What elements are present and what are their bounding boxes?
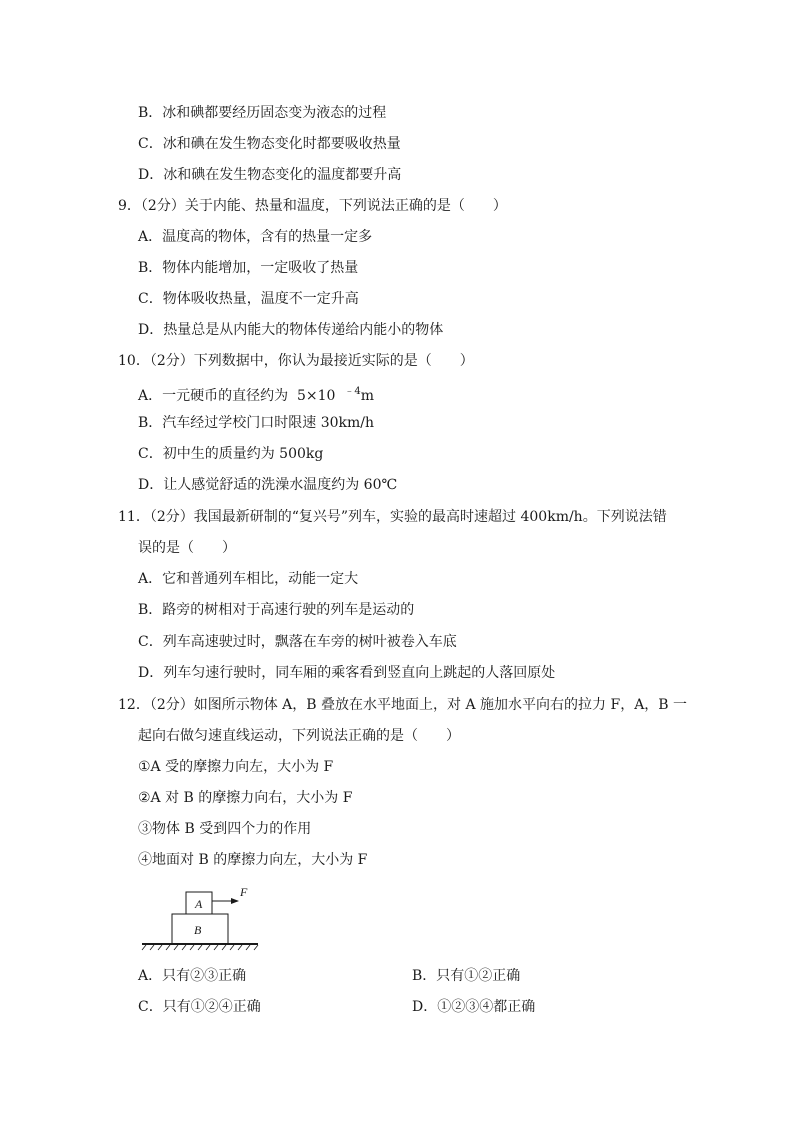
q11-option-d: D．列车匀速行驶时，同车厢的乘客看到竖直向上跳起的人落回原处 [138,665,556,681]
q12-statement-2: ②A 对 B 的摩擦力向右，大小为 F [138,790,353,806]
q9-option-d: D．热量总是从内能大的物体传递给内能小的物体 [138,322,444,338]
q12-stem-line1: 12．（2分）如图所示物体 A，B 叠放在水平地面上，对 A 施加水平向右的拉力 F，A，B 一 [118,697,688,713]
block-diagram-figure [140,884,264,954]
q10-option-c: C．初中生的质量约为 500kg [138,446,324,462]
ground-hatching [142,945,258,950]
q10-option-d: D．让人感觉舒适的洗澡水温度约为 60℃ [138,477,398,493]
label-f: F [240,885,248,899]
q9-option-b: B．物体内能增加，一定吸收了热量 [138,260,359,276]
q10-option-a-prefix: A．一元硬币的直径约为 5×10 [138,388,345,404]
q10-option-a [138,382,374,406]
q12-statement-3: ③物体 B 受到四个力的作用 [138,821,312,837]
q10-stem: 10．（2分）下列数据中，你认为最接近实际的是（ ） [118,353,474,369]
q8-option-d: D．冰和碘在发生物态变化的温度都要升高 [138,167,402,183]
q12-option-c: C．只有①②④正确 [138,999,261,1015]
label-a: A [195,897,203,911]
q12-statement-1: ①A 受的摩擦力向左，大小为 F [138,759,334,775]
q12-option-d: D．①②③④都正确 [412,999,536,1015]
q12-statement-4: ④地面对 B 的摩擦力向左，大小为 F [138,852,368,868]
label-b: B [194,923,202,937]
q12-option-a: A．只有②③正确 [138,968,247,984]
q8-option-b: B．冰和碘都要经历固态变为液态的过程 [138,105,387,121]
q10-option-b: B．汽车经过学校门口时限速 30km/h [138,415,375,431]
q8-option-c: C．冰和碘在发生物态变化时都要吸收热量 [138,136,401,152]
q11-option-a: A．它和普通列车相比，动能一定大 [138,571,359,587]
q9-option-c: C．物体吸收热量，温度不一定升高 [138,291,359,307]
q11-option-b: B．路旁的树相对于高速行驶的列车是运动的 [138,602,415,618]
q12-stem-line2: 起向右做匀速直线运动，下列说法正确的是（ ） [138,728,460,744]
q11-option-c: C．列车高速驶过时，飘落在车旁的树叶被卷入车底 [138,634,457,650]
q10-option-a-unit: m [360,388,375,404]
q11-stem-line1: 11．（2分）我国最新研制的“复兴号”列车，实验的最高时速超过 400km/h。下列说法错 [118,509,667,525]
q11-stem-line2: 误的是（ ） [138,540,236,556]
q9-option-a: A．温度高的物体，含有的热量一定多 [138,229,373,245]
q9-stem: 9．（2分）关于内能、热量和温度，下列说法正确的是（ ） [118,198,507,214]
q10-option-a-exponent: ﹣4 [344,386,361,397]
q12-option-b: B．只有①②正确 [412,968,521,984]
